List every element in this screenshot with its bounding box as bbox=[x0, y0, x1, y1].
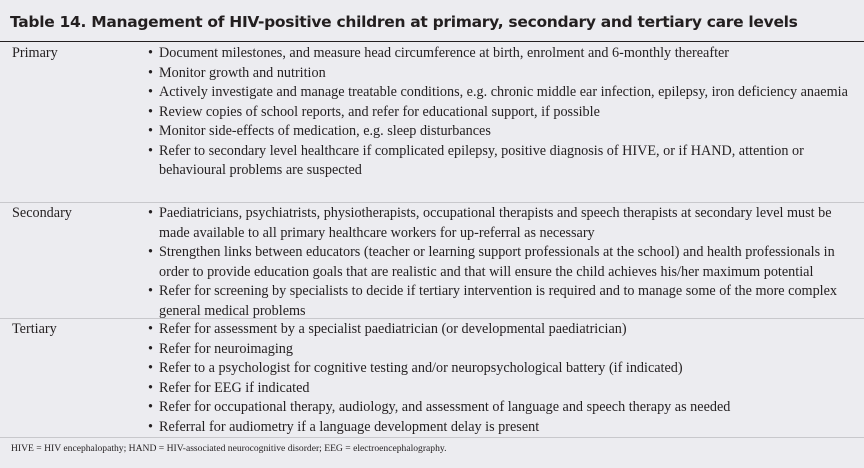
list-item bbox=[146, 122, 852, 142]
item-text: Referral for audiometry if a language development delay is present bbox=[159, 418, 540, 435]
bullet-icon: • bbox=[148, 84, 153, 100]
bullet-icon: • bbox=[148, 340, 153, 357]
item-text: Monitor growth and nutrition bbox=[159, 64, 326, 81]
bullet-icon: • bbox=[148, 244, 153, 260]
bullet-icon: • bbox=[148, 399, 153, 415]
item-text: Document milestones, and measure head circumference at birth, enrolment and 6-monthly thereafter bbox=[159, 45, 730, 61]
list-item bbox=[146, 340, 852, 360]
item-text: Refer for screening by specialists to decide if tertiary intervention is required and to manage some of the more complex general medical problems bbox=[159, 283, 838, 319]
item-text: Refer to secondary level healthcare if complicated epilepsy, positive diagnosis of HIVE, or if HAND, attention or behavioural problems are suspected bbox=[159, 142, 804, 178]
item-text: Refer to a psychologist for cognitive testing and/or neuropsychological battery (if indicated) bbox=[159, 360, 683, 376]
item-list bbox=[146, 204, 852, 321]
table-title: Table 14. Management of HIV-positive children at primary, secondary and tertiary care levels bbox=[10, 13, 798, 31]
list-item bbox=[146, 83, 852, 103]
bullet-icon: • bbox=[148, 64, 153, 81]
list-item bbox=[146, 379, 852, 399]
item-text: Paediatricians, psychiatrists, physiotherapists, occupational therapists and speech therapists at secondary level must be made available to all primary healthcare workers for up-referral as necessary bbox=[159, 205, 832, 241]
item-text: Refer for neuroimaging bbox=[159, 340, 293, 357]
item-text: Refer for assessment by a specialist paediatrician (or developmental paediatrician) bbox=[159, 321, 627, 337]
title-rule bbox=[0, 41, 864, 42]
bullet-icon: • bbox=[148, 103, 153, 120]
row-label: Primary bbox=[12, 45, 58, 61]
list-item bbox=[146, 418, 852, 438]
bullet-icon: • bbox=[148, 123, 153, 139]
bullet-icon: • bbox=[148, 418, 153, 435]
bullet-icon: • bbox=[148, 142, 153, 159]
list-item bbox=[146, 359, 852, 379]
table-bottom-rule bbox=[0, 437, 864, 438]
list-item bbox=[146, 44, 852, 64]
bullet-icon: • bbox=[148, 205, 153, 221]
bullet-icon: • bbox=[148, 283, 153, 299]
row-label: Tertiary bbox=[12, 321, 57, 337]
item-text: Refer for EEG if indicated bbox=[159, 379, 310, 396]
item-list bbox=[146, 44, 852, 181]
row-divider bbox=[0, 318, 864, 319]
list-item bbox=[146, 320, 852, 340]
list-item bbox=[146, 142, 852, 181]
bullet-icon: • bbox=[148, 379, 153, 396]
list-item bbox=[146, 282, 852, 321]
list-item bbox=[146, 243, 852, 282]
bullet-icon: • bbox=[148, 45, 153, 61]
list-item bbox=[146, 103, 852, 123]
list-item bbox=[146, 398, 852, 418]
bullet-icon: • bbox=[148, 360, 153, 376]
item-text: Refer for occupational therapy, audiology, and assessment of language and speech therapy as needed bbox=[159, 399, 731, 415]
item-text: Monitor side-effects of medication, e.g. sleep disturbances bbox=[159, 123, 491, 139]
item-text: Review copies of school reports, and refer for educational support, if possible bbox=[159, 103, 600, 120]
bullet-icon: • bbox=[148, 321, 153, 337]
list-item bbox=[146, 204, 852, 243]
row-divider bbox=[0, 202, 864, 203]
item-text: Actively investigate and manage treatable conditions, e.g. chronic middle ear infection, epilepsy, iron deficiency anaemia bbox=[159, 84, 848, 100]
row-label: Secondary bbox=[12, 205, 72, 221]
table-footnote: HIVE = HIV encephalopathy; HAND = HIV-associated neurocognitive disorder; EEG = electroencephalography. bbox=[11, 443, 447, 454]
item-text: Strengthen links between educators (teacher or learning support professionals at the school) and health professionals in order to provide education goals that are realistic and that will ensure the child achieves his/her maximum potential bbox=[159, 244, 835, 280]
list-item bbox=[146, 64, 852, 84]
item-list bbox=[146, 320, 852, 437]
